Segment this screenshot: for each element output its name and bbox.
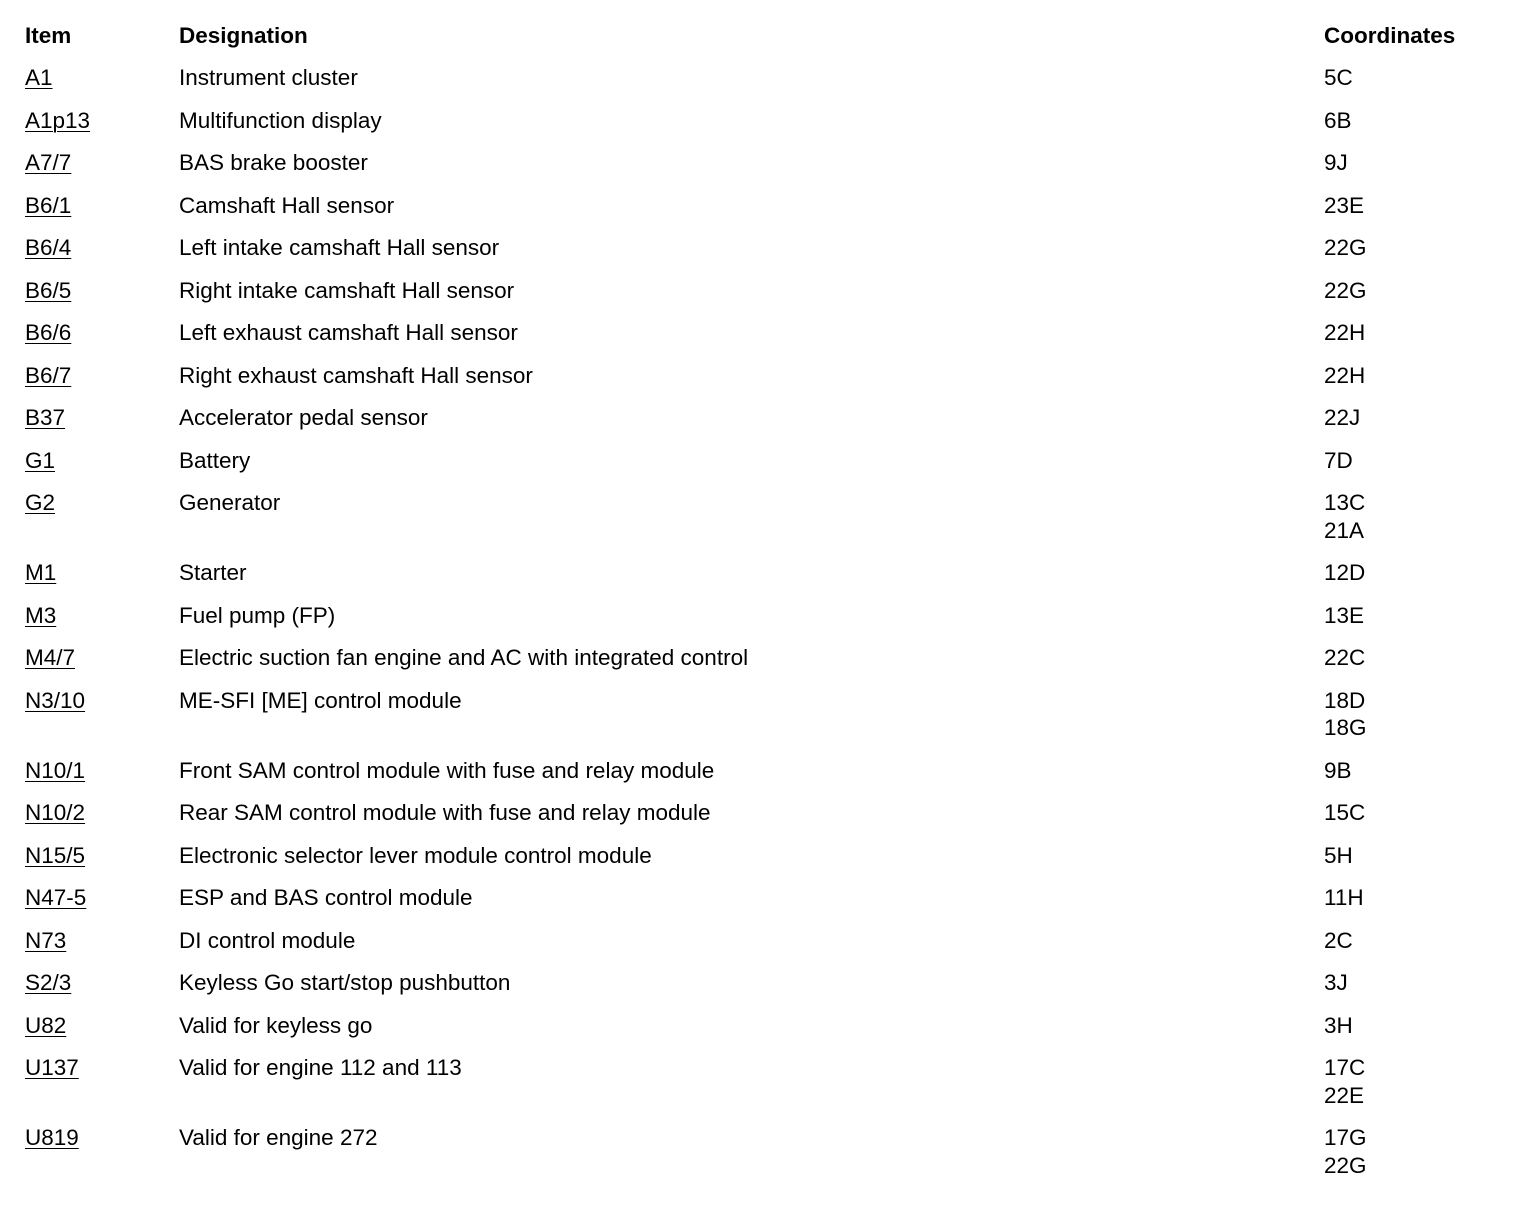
table-row bbox=[25, 799, 1495, 842]
coordinate-value: 9B bbox=[1324, 757, 1352, 783]
coordinates-cell bbox=[1324, 489, 1495, 559]
table-row bbox=[25, 559, 1495, 602]
coordinate-value: 12D bbox=[1324, 560, 1366, 585]
designation-cell: Multifunction display bbox=[179, 107, 382, 133]
coordinate-value: 21A bbox=[1324, 517, 1365, 543]
item-link[interactable]: N3/10 bbox=[25, 687, 86, 713]
coordinate-value: 18G bbox=[1324, 715, 1367, 740]
item-cell bbox=[25, 277, 179, 320]
table-row bbox=[25, 149, 1495, 192]
item-link[interactable]: M4/7 bbox=[25, 645, 76, 670]
table-row bbox=[25, 1012, 1495, 1055]
coordinates-cell bbox=[1324, 404, 1495, 447]
coordinates-cell bbox=[1324, 362, 1495, 405]
coordinate-value: 17C bbox=[1324, 1055, 1366, 1080]
table-row bbox=[25, 404, 1495, 447]
coordinate-value: 3J bbox=[1324, 970, 1348, 995]
item-cell bbox=[25, 757, 179, 800]
item-cell bbox=[25, 1012, 179, 1055]
designation-cell: ESP and BAS control module bbox=[179, 885, 473, 910]
coordinate-value: 22G bbox=[1324, 277, 1367, 303]
designation-cell: Right exhaust camshaft Hall sensor bbox=[179, 362, 533, 388]
designation-cell: Generator bbox=[179, 490, 281, 515]
designation-cell: ME-SFI [ME] control module bbox=[179, 687, 462, 713]
table-row bbox=[25, 602, 1495, 645]
item-cell bbox=[25, 927, 179, 970]
designation-cell: Electric suction fan engine and AC with integrated control bbox=[179, 645, 749, 670]
designation-cell: BAS brake booster bbox=[179, 150, 368, 175]
coordinate-value: 2C bbox=[1324, 927, 1353, 953]
component-legend-table bbox=[25, 22, 1495, 1194]
coordinate-value: 18D bbox=[1324, 687, 1366, 713]
item-link[interactable]: S2/3 bbox=[25, 970, 72, 995]
coordinate-value: 11H bbox=[1324, 885, 1364, 910]
item-cell bbox=[25, 644, 179, 687]
designation-cell: Electronic selector lever module control module bbox=[179, 842, 652, 868]
table-row bbox=[25, 969, 1495, 1012]
coordinates-cell bbox=[1324, 757, 1495, 800]
designation-cell: Instrument cluster bbox=[179, 65, 358, 90]
coordinate-value: 15C bbox=[1324, 800, 1366, 825]
table-row bbox=[25, 687, 1495, 757]
coordinate-value: 5C bbox=[1324, 65, 1353, 90]
coordinate-value: 6B bbox=[1324, 107, 1352, 133]
designation-cell: Camshaft Hall sensor bbox=[179, 192, 395, 218]
coordinates-cell bbox=[1324, 644, 1495, 687]
coordinate-value: 22H bbox=[1324, 320, 1366, 345]
designation-cell: Accelerator pedal sensor bbox=[179, 405, 428, 430]
table-row bbox=[25, 1054, 1495, 1124]
coordinate-value: 17G bbox=[1324, 1125, 1367, 1150]
coordinate-value: 13C bbox=[1324, 490, 1366, 515]
item-link[interactable]: B6/1 bbox=[25, 192, 72, 218]
item-cell bbox=[25, 842, 179, 885]
coordinate-value: 22C bbox=[1324, 645, 1366, 670]
item-cell bbox=[25, 404, 179, 447]
coordinate-value: 22E bbox=[1324, 1082, 1365, 1108]
table-row bbox=[25, 362, 1495, 405]
item-cell bbox=[25, 64, 179, 107]
designation-cell: Valid for engine 272 bbox=[179, 1125, 378, 1150]
designation-cell: DI control module bbox=[179, 927, 356, 953]
designation-cell: Right intake camshaft Hall sensor bbox=[179, 277, 515, 303]
coordinate-value: 9J bbox=[1324, 150, 1348, 175]
coordinate-value: 13E bbox=[1324, 602, 1365, 628]
item-link[interactable]: N47-5 bbox=[25, 885, 87, 910]
item-link[interactable]: B6/4 bbox=[25, 235, 72, 260]
item-cell bbox=[25, 969, 179, 1012]
coordinates-cell bbox=[1324, 799, 1495, 842]
coordinates-cell bbox=[1324, 884, 1495, 927]
item-cell bbox=[25, 362, 179, 405]
designation-cell: Left intake camshaft Hall sensor bbox=[179, 235, 500, 260]
designation-cell: Fuel pump (FP) bbox=[179, 602, 336, 628]
item-link[interactable]: U137 bbox=[25, 1055, 79, 1080]
table-row bbox=[25, 64, 1495, 107]
item-link[interactable]: U82 bbox=[25, 1012, 67, 1038]
table-row bbox=[25, 107, 1495, 150]
coordinates-cell bbox=[1324, 1054, 1495, 1124]
coordinates-cell bbox=[1324, 602, 1495, 645]
item-cell bbox=[25, 1054, 179, 1124]
coordinates-cell bbox=[1324, 319, 1495, 362]
item-link[interactable]: B37 bbox=[25, 405, 66, 430]
item-link[interactable]: B6/6 bbox=[25, 320, 72, 345]
item-link[interactable]: A1p13 bbox=[25, 107, 91, 133]
designation-cell: Battery bbox=[179, 447, 251, 473]
header-designation: Designation bbox=[179, 23, 308, 48]
item-link[interactable]: M3 bbox=[25, 602, 57, 628]
coordinates-cell bbox=[1324, 277, 1495, 320]
item-link[interactable]: N73 bbox=[25, 927, 67, 953]
table-body bbox=[25, 64, 1495, 1194]
coordinates-cell bbox=[1324, 927, 1495, 970]
item-link[interactable]: N10/1 bbox=[25, 757, 86, 783]
item-cell bbox=[25, 884, 179, 927]
designation-cell: Valid for keyless go bbox=[179, 1012, 373, 1038]
designation-cell: Starter bbox=[179, 560, 247, 585]
table-row bbox=[25, 842, 1495, 885]
item-cell bbox=[25, 687, 179, 757]
coordinates-cell bbox=[1324, 234, 1495, 277]
coordinates-cell bbox=[1324, 1012, 1495, 1055]
item-link[interactable]: A1 bbox=[25, 65, 53, 90]
item-link[interactable]: B6/5 bbox=[25, 277, 72, 303]
designation-cell: Left exhaust camshaft Hall sensor bbox=[179, 320, 518, 345]
item-cell bbox=[25, 602, 179, 645]
item-link[interactable]: M1 bbox=[25, 560, 57, 585]
item-cell bbox=[25, 192, 179, 235]
item-link[interactable]: N10/2 bbox=[25, 800, 86, 825]
item-cell bbox=[25, 1124, 179, 1194]
item-link[interactable]: G2 bbox=[25, 490, 56, 515]
item-link[interactable]: G1 bbox=[25, 447, 56, 473]
table-row bbox=[25, 644, 1495, 687]
item-cell bbox=[25, 489, 179, 559]
item-cell bbox=[25, 799, 179, 842]
coordinate-value: 5H bbox=[1324, 842, 1353, 868]
table-row bbox=[25, 1124, 1495, 1194]
designation-cell: Front SAM control module with fuse and relay module bbox=[179, 757, 715, 783]
item-cell bbox=[25, 107, 179, 150]
coordinates-cell bbox=[1324, 149, 1495, 192]
header-item: Item bbox=[25, 23, 72, 48]
item-link[interactable]: N15/5 bbox=[25, 842, 86, 868]
coordinates-cell bbox=[1324, 447, 1495, 490]
coordinates-cell bbox=[1324, 192, 1495, 235]
item-cell bbox=[25, 319, 179, 362]
table-row bbox=[25, 319, 1495, 362]
coordinate-value: 22H bbox=[1324, 362, 1366, 388]
item-cell bbox=[25, 234, 179, 277]
coordinates-cell bbox=[1324, 559, 1495, 602]
coordinates-cell bbox=[1324, 842, 1495, 885]
coordinates-cell bbox=[1324, 107, 1495, 150]
table-row bbox=[25, 192, 1495, 235]
designation-cell: Rear SAM control module with fuse and relay module bbox=[179, 800, 711, 825]
coordinates-cell bbox=[1324, 687, 1495, 757]
coordinate-value: 7D bbox=[1324, 447, 1353, 473]
item-link[interactable]: A7/7 bbox=[25, 150, 72, 175]
designation-cell: Keyless Go start/stop pushbutton bbox=[179, 970, 511, 995]
item-cell bbox=[25, 447, 179, 490]
coordinate-value: 22J bbox=[1324, 405, 1361, 430]
table-row bbox=[25, 234, 1495, 277]
coordinates-cell bbox=[1324, 64, 1495, 107]
coordinates-cell bbox=[1324, 969, 1495, 1012]
coordinates-cell bbox=[1324, 1124, 1495, 1194]
designation-cell: Valid for engine 112 and 113 bbox=[179, 1055, 462, 1080]
table-header-row bbox=[25, 22, 1495, 64]
item-link[interactable]: U819 bbox=[25, 1125, 79, 1150]
coordinate-value: 3H bbox=[1324, 1012, 1353, 1038]
coordinate-value: 22G bbox=[1324, 235, 1367, 260]
item-cell bbox=[25, 559, 179, 602]
coordinate-value: 23E bbox=[1324, 192, 1365, 218]
table-row bbox=[25, 277, 1495, 320]
table-row bbox=[25, 489, 1495, 559]
table-row bbox=[25, 757, 1495, 800]
table-row bbox=[25, 927, 1495, 970]
coordinate-value: 22G bbox=[1324, 1152, 1367, 1178]
item-cell bbox=[25, 149, 179, 192]
table-row bbox=[25, 884, 1495, 927]
table-row bbox=[25, 447, 1495, 490]
header-coordinates: Coordinates bbox=[1324, 23, 1456, 48]
item-link[interactable]: B6/7 bbox=[25, 362, 72, 388]
